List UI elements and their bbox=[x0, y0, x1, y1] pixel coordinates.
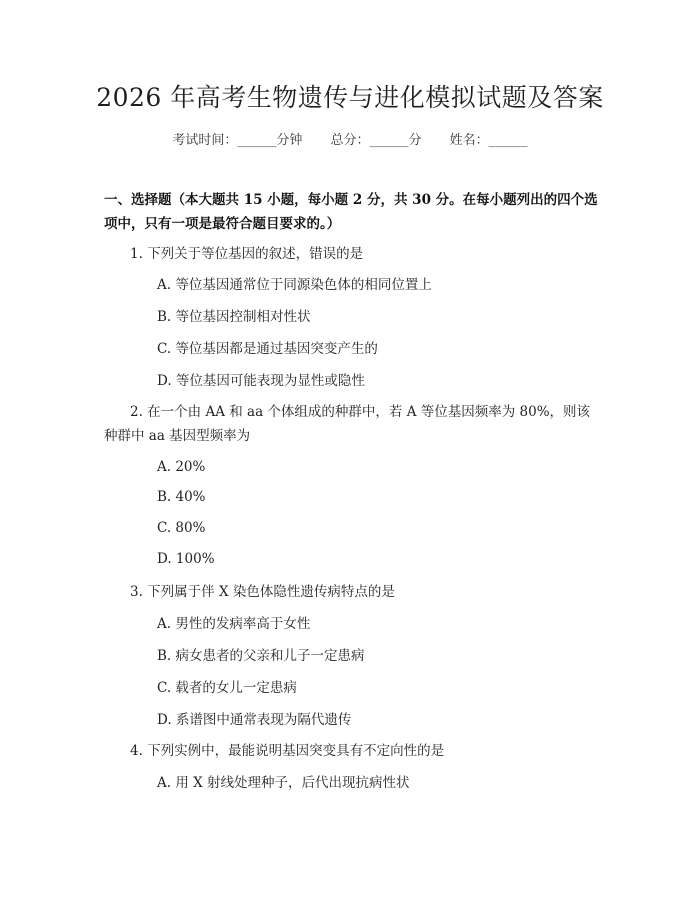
question-4-stem: 4. 下列实例中，最能说明基因突变具有不定向性的是 bbox=[130, 743, 445, 759]
question-1-option-d: D. 等位基因可能表现为显性或隐性 bbox=[157, 373, 365, 389]
question-2-option-c: C. 80% bbox=[157, 520, 206, 536]
exam-info-line bbox=[0, 130, 700, 152]
question-1-stem: 1. 下列关于等位基因的叙述，错误的是 bbox=[130, 246, 364, 262]
question-2-option-a: A. 20% bbox=[157, 459, 206, 475]
question-1-option-b: B. 等位基因控制相对性状 bbox=[157, 309, 311, 325]
question-3-stem: 3. 下列属于伴 X 染色体隐性遗传病特点的是 bbox=[130, 584, 395, 600]
section-heading: 一、选择题（本大题共 15 小题，每小题 2 分，共 30 分。在每小题列出的四个选项中，只有一项是最符合题目要求的。） bbox=[104, 192, 598, 232]
question-4-option-a: A. 用 X 射线处理种子，后代出现抗病性状 bbox=[157, 775, 410, 791]
question-2-stem: 2. 在一个由 AA 和 aa 个体组成的种群中，若 A 等位基因频率为 80%，则该种群中 aa 基因型频率为 bbox=[104, 404, 591, 444]
question-3-option-a: A. 男性的发病率高于女性 bbox=[157, 616, 311, 632]
exam-time-field: 考试时间：______分钟 bbox=[172, 133, 303, 148]
total-score-field: 总分：______分 bbox=[330, 133, 422, 148]
question-3-option-c: C. 载者的女儿一定患病 bbox=[157, 680, 297, 696]
question-2-option-d: D. 100% bbox=[157, 551, 215, 567]
question-1-option-a: A. 等位基因通常位于同源染色体的相同位置上 bbox=[157, 277, 432, 293]
question-1-option-c: C. 等位基因都是通过基因突变产生的 bbox=[157, 341, 378, 357]
question-3-option-d: D. 系谱图中通常表现为隔代遗传 bbox=[157, 712, 352, 728]
page-title: 2026 年高考生物遗传与进化模拟试题及答案 bbox=[96, 83, 604, 112]
question-2-option-b: B. 40% bbox=[157, 489, 206, 505]
question-3-option-b: B. 病女患者的父亲和儿子一定患病 bbox=[157, 648, 365, 664]
student-name-field: 姓名：______ bbox=[449, 133, 528, 148]
